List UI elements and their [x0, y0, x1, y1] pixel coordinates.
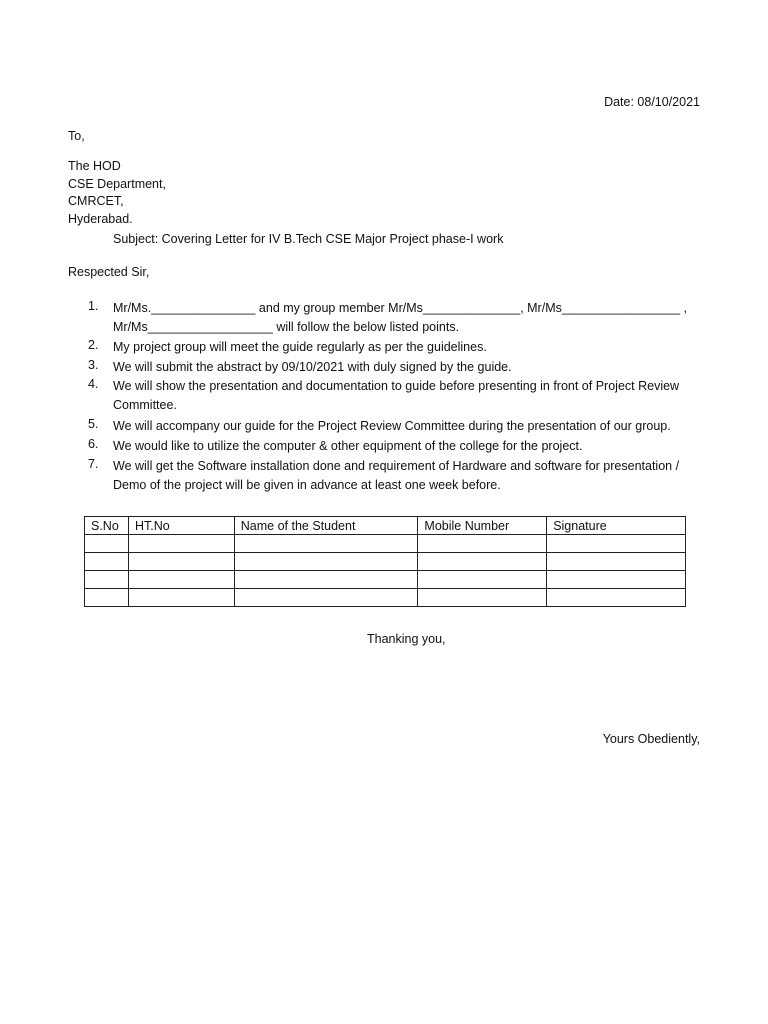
list-number: 7. — [88, 457, 99, 471]
list-text: Mr/Ms._______________ and my group member Mr/Ms______________, Mr/Ms_________________ , — [113, 301, 687, 315]
signoff-text: Yours Obediently, — [602, 732, 700, 746]
list-text-continued: Mr/Ms__________________ will follow the below listed points. — [113, 320, 460, 334]
table-cell — [128, 535, 234, 553]
list-number: 1. — [88, 299, 99, 313]
table-cell — [418, 535, 547, 553]
header-sno: S.No — [85, 517, 129, 535]
list-number: 3. — [88, 358, 99, 372]
table-cell — [234, 553, 418, 571]
address-line: The HOD — [68, 159, 121, 173]
table-row — [85, 589, 686, 607]
list-number: 6. — [88, 437, 99, 451]
header-student-name: Name of the Student — [234, 517, 418, 535]
table-cell — [85, 589, 129, 607]
table-cell — [547, 535, 686, 553]
table-cell — [547, 553, 686, 571]
table-cell — [234, 535, 418, 553]
list-text: We would like to utilize the computer & other equipment of the college for the project. — [113, 439, 583, 453]
recipient-to: To, — [68, 129, 85, 143]
table-cell — [85, 553, 129, 571]
table-cell — [234, 571, 418, 589]
recipient-address — [68, 158, 166, 228]
address-line: CMRCET, — [68, 194, 124, 208]
letter-date: Date: 08/10/2021 — [604, 95, 700, 109]
list-number: 4. — [88, 377, 99, 391]
closing-text: Thanking you, — [367, 632, 446, 646]
table-cell — [418, 553, 547, 571]
table-cell — [234, 589, 418, 607]
table-cell — [128, 553, 234, 571]
address-line: Hyderabad. — [68, 211, 133, 226]
table-cell — [547, 589, 686, 607]
list-text: We will get the Software installation done and requirement of Hardware and software for presentation / — [113, 459, 680, 473]
table-cell — [418, 571, 547, 589]
list-text-continued: Demo of the project will be given in advance at least one week before. — [113, 478, 501, 492]
table-cell — [547, 571, 686, 589]
table-cell — [85, 535, 129, 553]
header-signature: Signature — [547, 517, 686, 535]
table-cell — [418, 589, 547, 607]
table-row — [85, 535, 686, 553]
list-text: My project group will meet the guide regularly as per the guidelines. — [113, 340, 487, 354]
list-text: We will accompany our guide for the Project Review Committee during the presentation of our group. — [113, 419, 671, 433]
header-htno: HT.No — [128, 517, 234, 535]
address-line: CSE Department, — [68, 176, 166, 191]
student-table — [84, 516, 686, 607]
salutation: Respected Sir, — [68, 265, 150, 279]
list-number: 2. — [88, 338, 99, 352]
list-number: 5. — [88, 417, 99, 431]
list-text-continued: Committee. — [113, 398, 177, 412]
list-text: We will show the presentation and documentation to guide before presenting in front of Project Review — [113, 379, 680, 393]
table-cell — [85, 571, 129, 589]
header-mobile-number: Mobile Number — [418, 517, 547, 535]
table-cell — [128, 589, 234, 607]
table-row — [85, 571, 686, 589]
table-cell — [128, 571, 234, 589]
table-header-row — [85, 517, 686, 535]
table-row — [85, 553, 686, 571]
letter-subject: Subject: Covering Letter for IV B.Tech CSE Major Project phase-I work — [113, 232, 504, 246]
list-text: We will submit the abstract by 09/10/2021 with duly signed by the guide. — [113, 360, 512, 374]
